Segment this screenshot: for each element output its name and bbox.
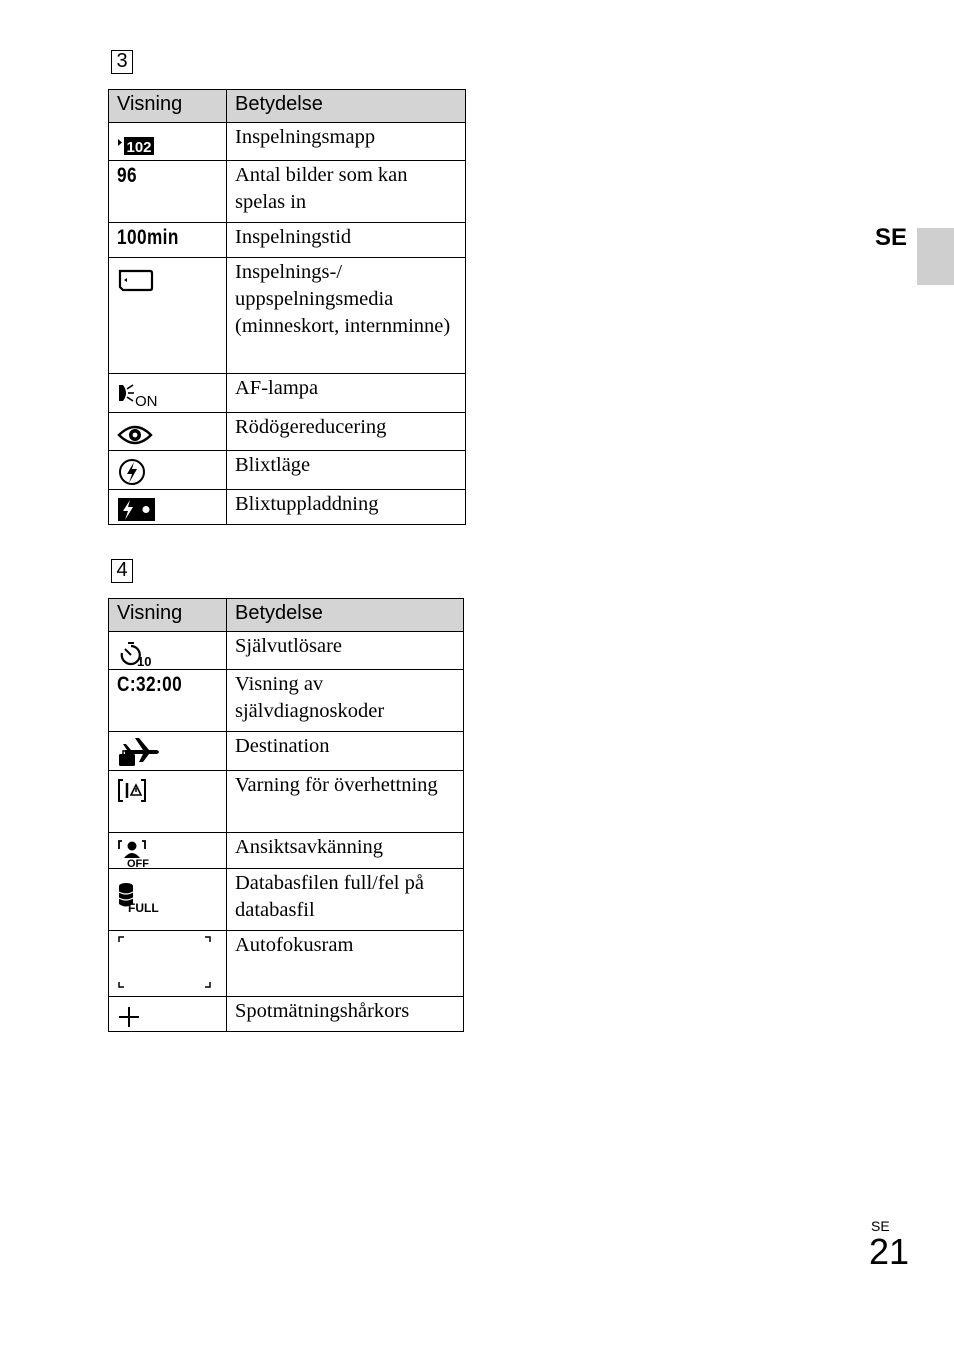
meaning-text: Inspelningsmapp (227, 123, 466, 161)
meaning-text: Självutlösare (227, 632, 464, 670)
red-eye-icon (117, 422, 157, 448)
table-row (109, 413, 466, 451)
display-table-3 (108, 89, 466, 525)
table-row (109, 670, 464, 732)
flash-charge-icon (117, 497, 157, 523)
section-4-number: 4 (111, 559, 133, 583)
af-lamp-state: ON (135, 393, 158, 409)
face-detection-state: OFF (127, 858, 149, 868)
meaning-text: Spotmätningshårkors (227, 997, 464, 1032)
images-remaining-value: 96 (117, 164, 137, 187)
self-timer-icon (117, 640, 157, 668)
meaning-text: Blixtuppladdning (227, 490, 466, 525)
recording-folder-icon (117, 133, 157, 159)
header-display: Visning (109, 90, 227, 123)
self-diagnosis-code-value: C:32:00 (117, 673, 183, 696)
meaning-text: Inspelnings-/ uppspelningsmedia (minneskort, internminne) (227, 258, 466, 374)
meaning-text: Databasfilen full/fel på databasfil (227, 869, 464, 931)
table-row (109, 451, 466, 490)
flash-mode-icon (117, 457, 149, 487)
meaning-text: Ansiktsavkänning (227, 833, 464, 869)
table-row (109, 833, 464, 869)
table-row (109, 123, 466, 161)
overheat-warning-icon (117, 777, 151, 805)
header-meaning: Betydelse (227, 90, 466, 123)
header-display: Visning (109, 599, 227, 632)
table-row (109, 732, 464, 771)
language-tab-label: SE (875, 224, 908, 251)
display-table-4 (108, 598, 464, 1032)
meaning-text: AF-lampa (227, 374, 466, 413)
table-header (109, 599, 464, 632)
language-tab-marker (917, 228, 954, 285)
memory-card-icon (117, 267, 157, 295)
page-language-code: SE (871, 1218, 890, 1234)
recording-folder-number: 102 (126, 139, 152, 156)
meaning-text: Visning av självdiagnoskoder (227, 670, 464, 732)
destination-icon (117, 736, 161, 768)
face-detection-off-icon (117, 838, 161, 868)
meaning-text: Varning för överhettning (227, 771, 464, 833)
af-lamp-icon (117, 381, 165, 409)
database-state: FULL (128, 901, 159, 915)
spot-metering-cross-icon (117, 1003, 147, 1031)
table-row (109, 931, 464, 997)
table-row (109, 632, 464, 670)
meaning-text: Inspelningstid (227, 223, 466, 258)
table-row (109, 997, 464, 1032)
table-row (109, 258, 466, 374)
self-timer-seconds: 10 (137, 654, 152, 668)
meaning-text: Autofokusram (227, 931, 464, 997)
table-row (109, 490, 466, 525)
table-row (109, 771, 464, 833)
page-number: 21 (869, 1231, 910, 1272)
table-row (109, 161, 466, 223)
database-full-icon (117, 881, 165, 917)
recording-time-value: 100min (117, 226, 179, 249)
table-row (109, 869, 464, 931)
table-header (109, 90, 466, 123)
section-3-number: 3 (111, 50, 133, 74)
autofocus-frame-icon (117, 934, 217, 992)
meaning-text: Destination (227, 732, 464, 771)
table-row (109, 223, 466, 258)
meaning-text: Rödögereducering (227, 413, 466, 451)
meaning-text: Blixtläge (227, 451, 466, 490)
table-row (109, 374, 466, 413)
meaning-text: Antal bilder som kan spelas in (227, 161, 466, 223)
header-meaning: Betydelse (227, 599, 464, 632)
